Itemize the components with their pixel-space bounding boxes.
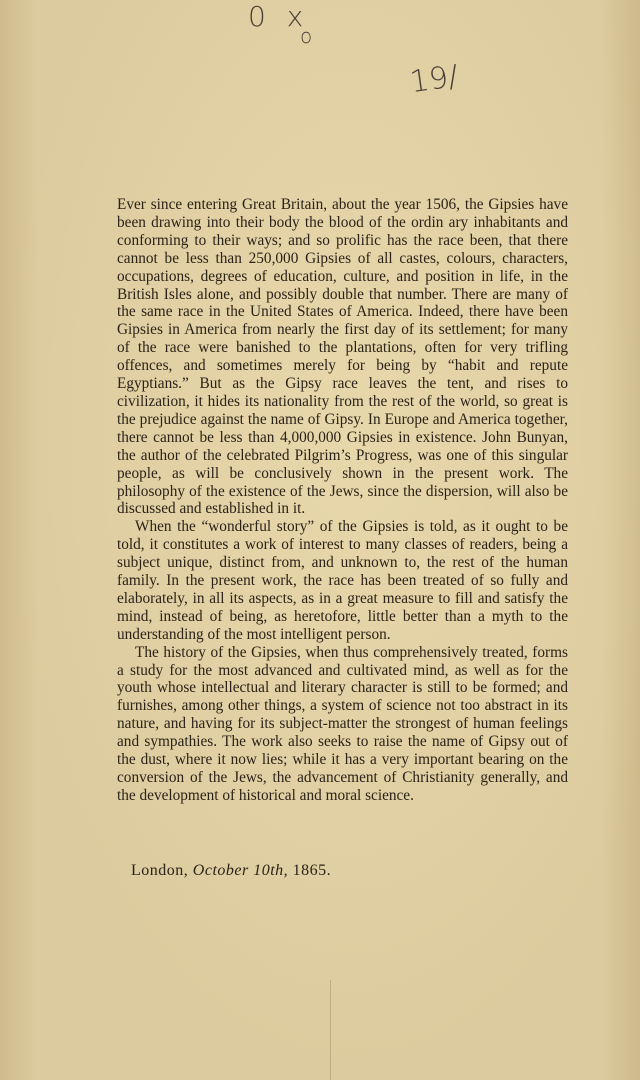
paragraph-1: Ever since entering Great Britain, about the year 1506, the Gipsies have been drawing into their body the blood of the ordin ary inhabitants and conforming to their ways; and so prolific has the race been, that there cannot be less than 250,000 Gipsies of all castes, colours, characters, occupations, degrees of education, culture, and position in life, in the British Isles alone, and possibly double that number. There are many of the same race in the United States of America. Indeed, there have been Gipsies in America from nearly the first day of its settlement; for many of the race were banished to the plantations, often for very trifling offences, and sometimes merely for being by “habit and repute Egyptians.” But as the Gipsy race leaves the tent, and rises to civilization, it hides its nationality from the rest of the world, so great is the prejudice against the name of Gipsy. In Europe and America together, there cannot be less than 4,000,000 Gipsies in existence. John Bunyan, the author of the celebrated Pilgrim’s Progress, was one of this singular people, as will be conclusively shown in the present work. The philosophy of the existence of the Jews, since the dispersion, will also be discussed and established in it. — [117, 196, 568, 518]
signature-date: October 10th, — [192, 862, 289, 879]
preface-body — [117, 196, 568, 805]
signature-year: 1865. — [292, 862, 332, 879]
handwritten-top-mark: 0 x — [248, 0, 310, 33]
signature-line — [131, 862, 331, 880]
paragraph-2: When the “wonderful story” of the Gipsies is told, as it ought to be told, it constitutes a work of interest to many classes of readers, being a subject unique, distinct from, and unknown to, the rest of the human family. In the present work, the race has been treated of so fully and elaborately, in all its aspects, as in a great measure to fill and satisfy the mind, instead of being, as heretofore, little better than a myth to the understanding of the most intelligent person. — [117, 518, 568, 643]
paragraph-3: The history of the Gipsies, when thus comprehensively treated, forms a study for the most advanced and cultivated mind, as well as for the youth whose intellectual and literary character is still to be formed; and furnishes, among other things, a system of science not too abstract in its nature, and having for its subject-matter the strongest of human feelings and sympathies. The work also seeks to raise the name of Gipsy out of the dust, where it now lies; while it has a very important bearing on the conversion of the Jews, the advancement of Christianity generally, and the development of historical and moral science. — [117, 643, 568, 804]
handwritten-page-number: 19/ — [407, 58, 461, 101]
paper-crease — [330, 980, 331, 1080]
handwritten-top-mark-sub: o — [300, 24, 313, 48]
signature-place: London, — [131, 862, 189, 879]
